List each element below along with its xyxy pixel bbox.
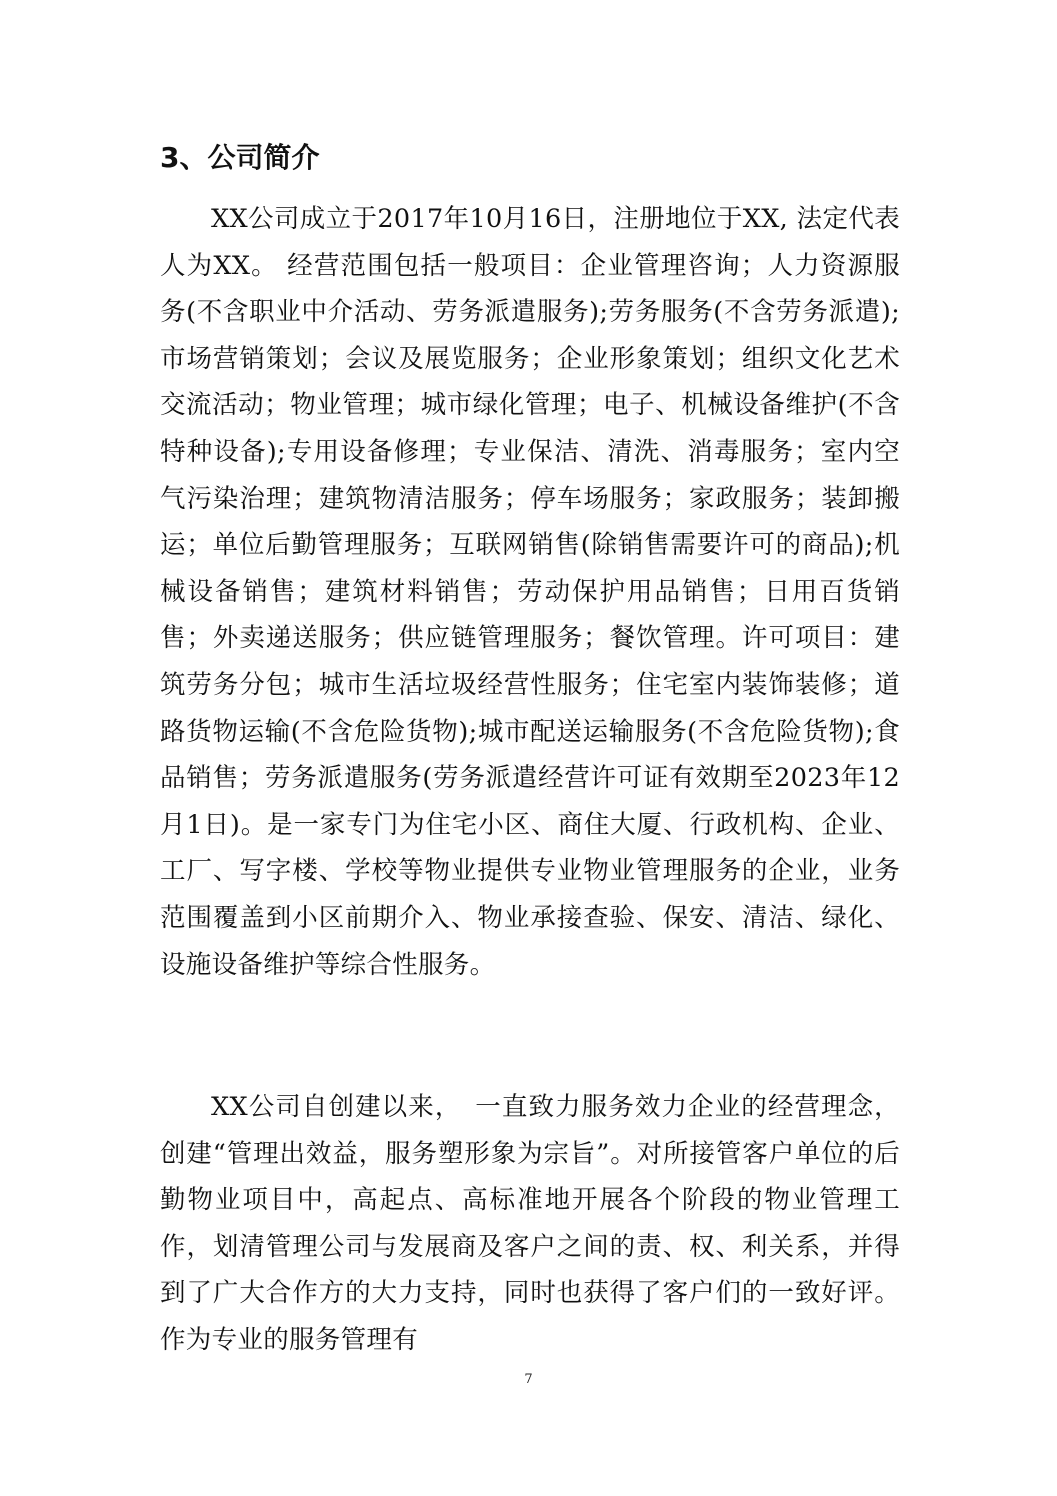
company-intro-paragraph: XX公司成立于2017年10月16日，注册地位于XX, 法定代表人为XX。 经营范围包括一般项目：企业管理咨询；人力资源服务(不含职业中介活动、劳务派遣服务);劳务服务(不含劳务派遣);市场营销策划；会议及展览服务；企业形象策划；组织文化艺术交流活动；物业管理；城市绿化管理；电子、机械设备维护(不含特种设备);专用设备修理；专业保洁、清洗、消毒服务；室内空气污染治理；建筑物清洁服务；停车场服务；家政服务；装卸搬运；单位后勤管理服务；互联网销售(除销售需要许可的商品);机械设备销售；建筑材料销售；劳动保护用品销售；日用百货销售；外卖递送服务；供应链管理服务；餐饮管理。许可项目：建筑劳务分包；城市生活垃圾经营性服务；住宅室内装饰装修；道路货物运输(不含危险货物);城市配送运输服务(不含危险货物);食品销售；劳务派遣服务(劳务派遣经营许可证有效期至2023年12月1日)。是一家专门为住宅小区、商住大厦、行政机构、企业、工厂、写字楼、学校等物业提供专业物业管理服务的企业，业务范围覆盖到小区前期介入、物业承接查验、保安、清洁、绿化、设施设备维护等综合性服务。 xyxy=(160,204,900,980)
section-heading: 3、公司简介 xyxy=(160,141,320,174)
page-number: 7 xyxy=(524,1372,533,1387)
company-philosophy-paragraph: XX公司自创建以来， 一直致力服务效力企业的经营理念，创建“管理出效益，服务塑形象为宗旨”。对所接管客户单位的后勤物业项目中，高起点、高标准地开展各个阶段的物业管理工作，划清管理公司与发展商及客户之间的责、权、利关系，并得到了广大合作方的大力支持，同时也获得了客户们的一致好评。作为专业的服务管理有 xyxy=(160,1092,900,1355)
